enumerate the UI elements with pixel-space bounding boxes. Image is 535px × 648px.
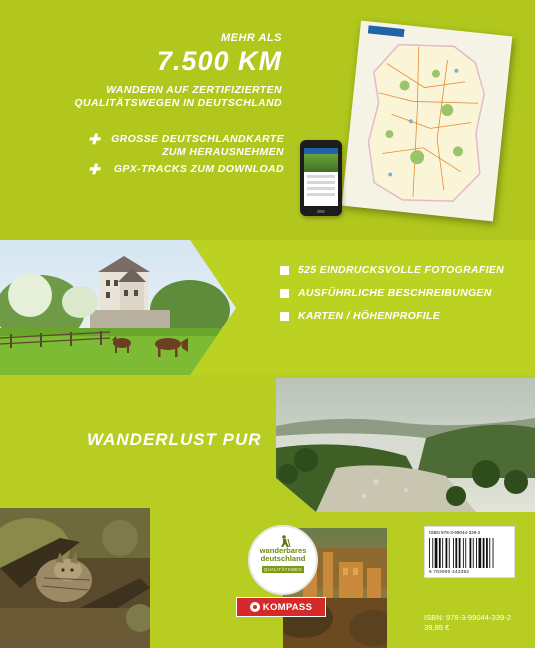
phone-screen <box>304 148 338 206</box>
feature-item <box>280 263 504 277</box>
cat-photo-graphic <box>0 508 150 648</box>
map-graphic <box>342 21 513 222</box>
wanderbares-deutschland-seal <box>248 525 318 595</box>
barcode-isbn: ISBN 978-3-99044-339-2 <box>429 530 481 535</box>
seal-line-1: wanderbares <box>259 546 307 555</box>
germany-map-image <box>342 21 513 222</box>
compass-icon <box>250 602 260 612</box>
castle-horses-photo <box>0 240 236 375</box>
phone-home-button <box>317 210 325 213</box>
feature-list <box>280 263 504 332</box>
bonus-item <box>88 133 284 159</box>
barcode-bars <box>429 538 511 568</box>
slogan: WANDERLUST PUR <box>87 430 262 449</box>
plus-icon: ✚ <box>88 131 101 147</box>
bonus-line: GROSSE DEUTSCHLANDKARTE <box>111 133 284 145</box>
barcode-digits: 9 783990 443392 <box>429 569 470 574</box>
isbn-price-block <box>424 613 511 633</box>
distance-headline: 7.500 KM <box>156 46 282 76</box>
feature-label: 525 EINDRUCKSVOLLE FOTOGRAFIEN <box>298 264 504 276</box>
valley-photo-graphic <box>276 378 535 512</box>
castle-photo-graphic <box>0 240 236 375</box>
plus-icon: ✚ <box>88 161 101 177</box>
feature-label: KARTEN / HÖHENPROFILE <box>298 310 441 322</box>
bonus-item <box>88 163 284 176</box>
seal-line-3: QUALITÄTSWEG <box>263 567 303 572</box>
bonus-line: GPX-TRACKS ZUM DOWNLOAD <box>113 163 284 175</box>
wildcat-photo <box>0 508 150 648</box>
bonus-line: ZUM HERAUSNEHMEN <box>162 146 284 158</box>
kompass-logo <box>236 597 326 617</box>
square-bullet-icon <box>280 312 289 321</box>
seal-line-2: deutschland <box>260 554 306 563</box>
subtitle <box>60 84 282 110</box>
bonus-list <box>88 133 284 180</box>
feature-item <box>280 286 504 300</box>
barcode <box>424 526 515 578</box>
price: 39,95 € <box>424 623 450 632</box>
subtitle-line-1: WANDERN AUF ZERTIFIZIERTEN <box>106 84 282 96</box>
feature-item <box>280 309 504 323</box>
feature-label: AUSFÜHRLICHE BESCHREIBUNGEN <box>298 287 492 299</box>
publisher-name: KOMPASS <box>262 601 313 613</box>
isbn-number: ISBN: 978-3-99044-339-2 <box>424 613 511 622</box>
intro-small: MEHR ALS <box>220 32 282 44</box>
smartphone-image <box>300 140 342 216</box>
square-bullet-icon <box>280 289 289 298</box>
subtitle-line-2: QUALITÄTSWEGEN IN DEUTSCHLAND <box>74 97 282 109</box>
headline-block <box>60 32 282 110</box>
valley-landscape-photo <box>276 378 535 512</box>
square-bullet-icon <box>280 266 289 275</box>
